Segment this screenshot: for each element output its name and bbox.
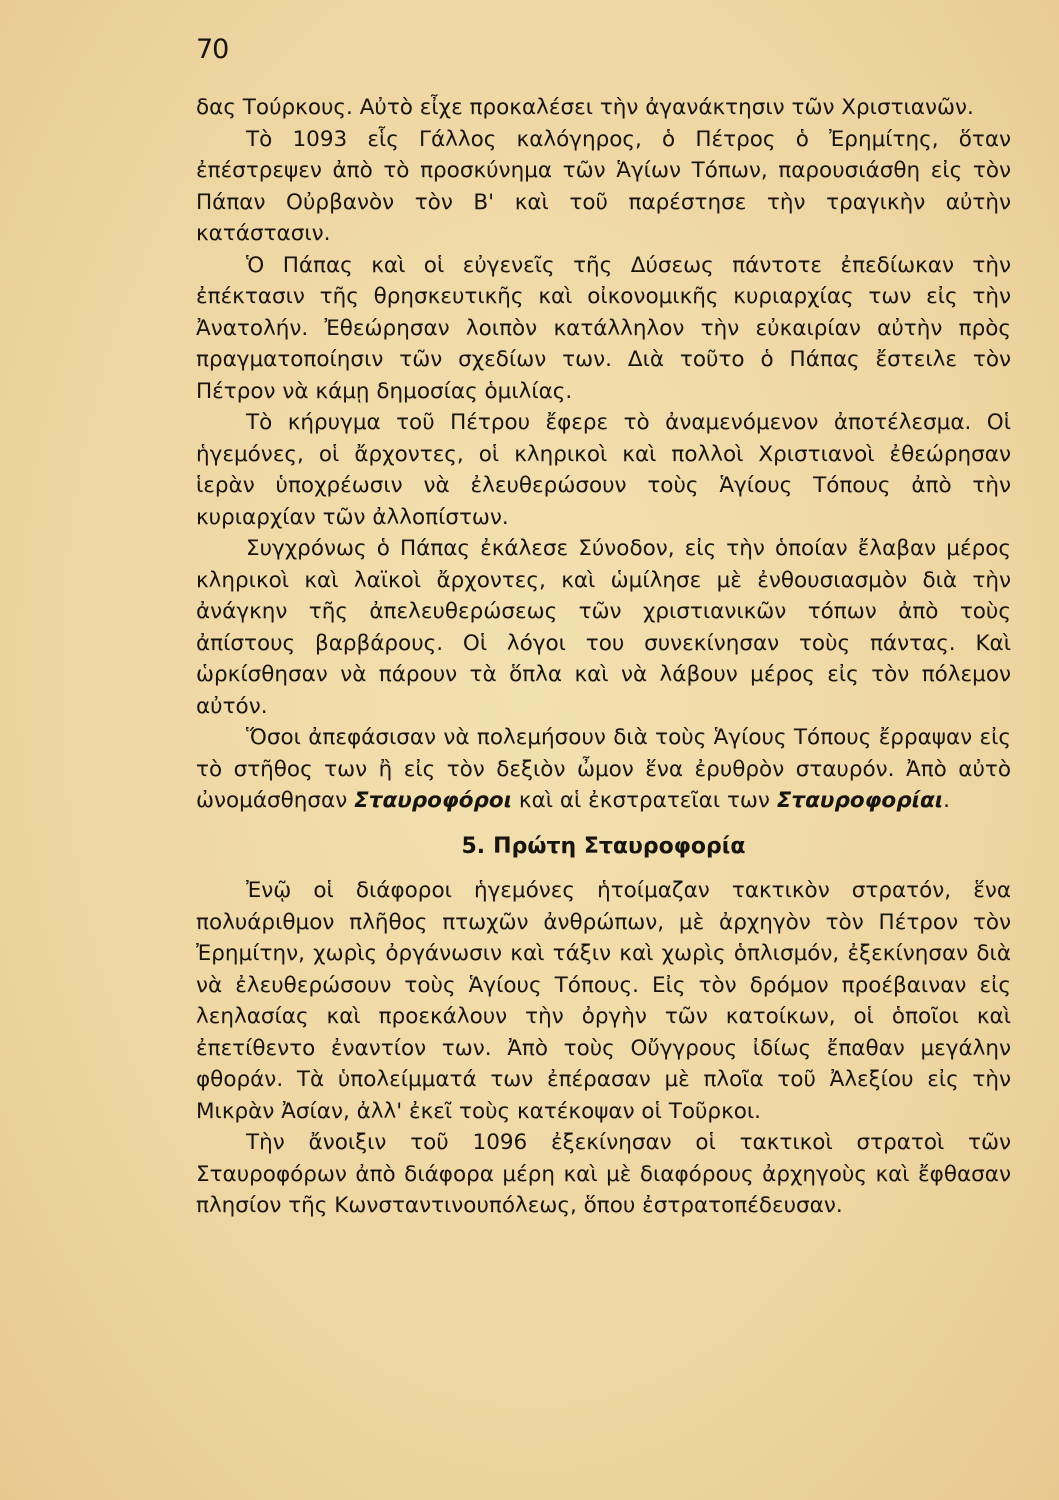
page-number: 70	[196, 34, 229, 65]
paragraph-text-part: Ὅσοι ἀπεφάσισαν νὰ πολεμήσουν διὰ τοὺς Ἁγίους Τόπους ἔρραψαν εἰς τὸ στῆθος των ἢ εἰς τὸν δεξιὸν ὦμον ἕνα ἐρυθρὸν σταυρόν. Ἀπὸ αὐτὸ ὠνομάσθησαν	[196, 725, 1011, 813]
section-number: 5.	[461, 833, 486, 859]
paragraph-preaching-result: Τὸ κήρυγμα τοῦ Πέτρου ἔφερε τὸ ἀναμενόμενον ἀποτέλεσμα. Οἱ ἡγεμόνες, οἱ ἄρχοντες, οἱ κληρικοὶ καὶ πολλοὶ Χριστιανοὶ ἐθεώρησαν ἱερὰν ὑποχρέωσιν νὰ ἐλευθερώσουν τοὺς Ἁγίους Τόπους ἀπὸ τὴν κυριαρχίαν τῶν ἀλλοπίστων.	[196, 410, 1011, 530]
section-title: Πρώτη Σταυροφορία	[493, 833, 746, 859]
paragraph-continued: δας Τούρκους. Αὐτὸ εἶχε προκαλέσει τὴν ἀγανάκτησιν τῶν Χριστιανῶν.	[196, 95, 974, 120]
paragraph-pope-nobles: Ὁ Πάπας καὶ οἱ εὐγενεῖς τῆς Δύσεως πάντοτε ἐπεδίωκαν τὴν ἐπέκτασιν τῆς θρησκευτικῆς καὶ οἰκονομικῆς κυριαρχίας των εἰς τὴν Ἀνατολήν. Ἐθεώρησαν λοιπὸν κατάλληλον τὴν εὐκαιρίαν αὐτὴν πρὸς πραγματοποίησιν τῶν σχεδίων των. Διὰ τοῦτο ὁ Πάπας ἔστειλε τὸν Πέτρον νὰ κάμῃ δημοσίας ὁμιλίας.	[196, 252, 1011, 404]
term-crusades: Σταυροφορίαι	[776, 788, 944, 813]
paragraph-crusaders-name	[196, 722, 1011, 817]
paragraph-text-part: καὶ αἱ ἐκστρατεῖαι των	[512, 788, 777, 813]
section-heading	[196, 831, 1011, 863]
body-text	[196, 92, 1011, 1222]
paragraph-spring-1096: Τὴν ἄνοιξιν τοῦ 1096 ἐξεκίνησαν οἱ τακτικοὶ στρατοὶ τῶν Σταυροφόρων ἀπὸ διάφορα μέρη καὶ μὲ διαφόρους ἀρχηγοὺς καὶ ἔφθασαν πλησίον τῆς Κωνσταντινουπόλεως, ὅπου ἐστρατοπέδευσαν.	[196, 1130, 1011, 1218]
paragraph-peasants-crusade: Ἐνῷ οἱ διάφοροι ἡγεμόνες ἡτοίμαζαν τακτικὸν στρατόν, ἕνα πολυάριθμον πλῆθος πτωχῶν ἀνθρώπων, μὲ ἀρχηγὸν τὸν Πέτρον τὸν Ἐρημίτην, χωρὶς ὀργάνωσιν καὶ τάξιν καὶ χωρὶς ὁπλισμόν, ἐξεκίνησαν διὰ νὰ ἐλευθερώσουν τοὺς Ἁγίους Τόπους. Εἰς τὸν δρόμον προέβαιναν εἰς λεηλασίας καὶ προεκάλουν τὴν ὀργὴν τῶν κατοίκων, οἱ ὁποῖοι καὶ ἐπετίθεντο ἐναντίον των. Ἀπὸ τοὺς Οὔγγρους ἰδίως ἔπαθαν μεγάλην φθοράν. Τὰ ὑπολείμματά των ἐπέρασαν μὲ πλοῖα τοῦ Ἀλεξίου εἰς τὴν Μικρὰν Ἀσίαν, ἀλλ' ἐκεῖ τοὺς κατέκοψαν οἱ Τοῦρκοι.	[196, 878, 1011, 1124]
paragraph-text-part: .	[943, 788, 950, 813]
term-crusaders: Σταυροφόροι	[354, 788, 513, 813]
paragraph-peter-hermit: Τὸ 1093 εἷς Γάλλος καλόγηρος, ὁ Πέτρος ὁ Ἐρημίτης, ὅταν ἐπέστρεψεν ἀπὸ τὸ προσκύνημα τῶν Ἁγίων Τόπων, παρουσιάσθη εἰς τὸν Πάπαν Οὐρβανὸν τὸν Β' καὶ τοῦ παρέστησε τὴν τραγικὴν αὐτὴν κατάστασιν.	[196, 126, 1011, 246]
paragraph-synod: Συγχρόνως ὁ Πάπας ἐκάλεσε Σύνοδον, εἰς τὴν ὁποίαν ἔλαβαν μέρος κληρικοὶ καὶ λαϊκοὶ ἄρχοντες, καὶ ὡμίλησε μὲ ἐνθουσιασμὸν διὰ τὴν ἀνάγκην τῆς ἀπελευθερώσεως τῶν χριστιανικῶν τόπων ἀπὸ τοὺς ἀπίστους βαρβάρους. Οἱ λόγοι του συνεκίνησαν τοὺς πάντας. Καὶ ὡρκίσθησαν νὰ πάρουν τὰ ὅπλα καὶ νὰ λάβουν μέρος εἰς τὸν πόλεμον αὐτόν.	[196, 536, 1011, 719]
